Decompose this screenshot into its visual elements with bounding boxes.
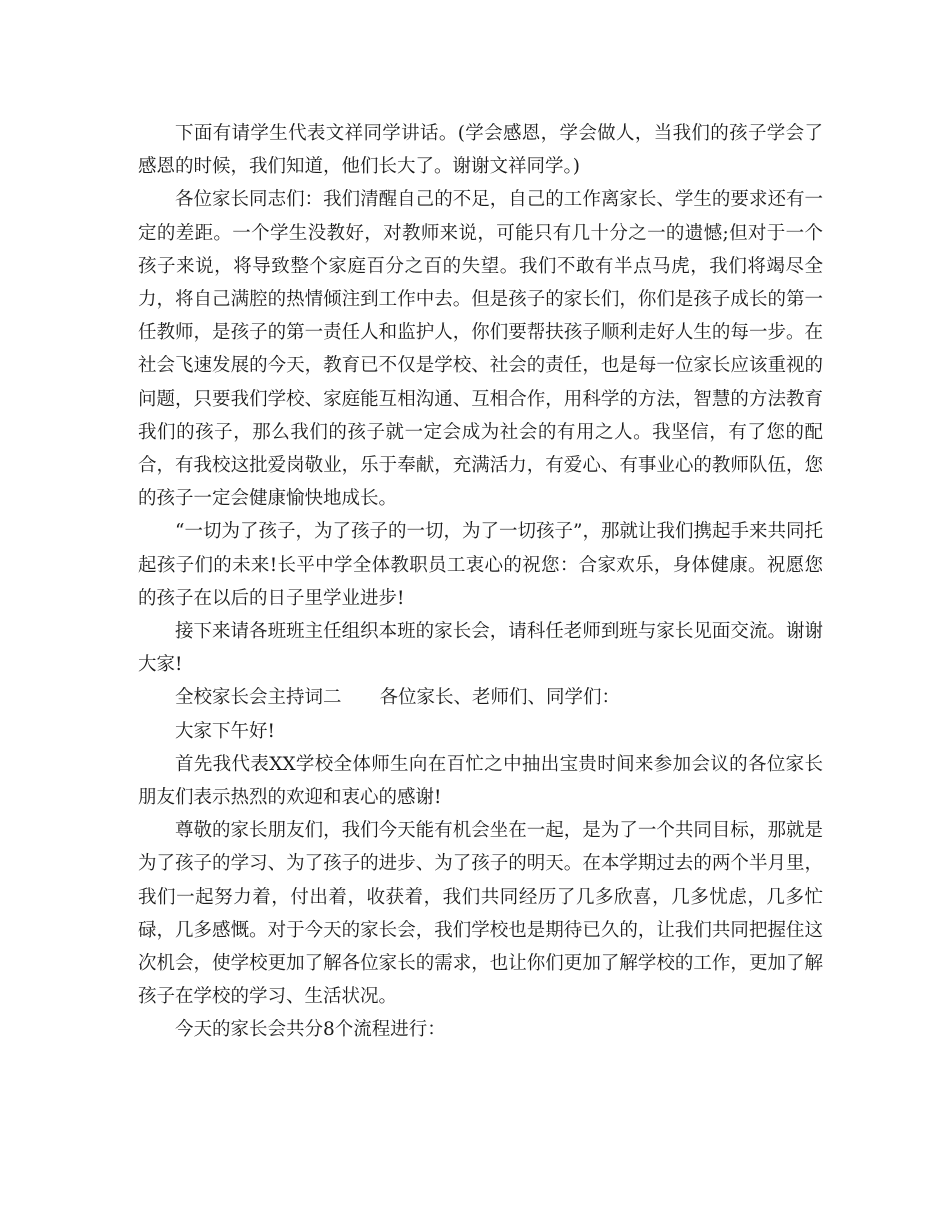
section-heading-line: [138, 681, 823, 714]
paragraph-agenda-intro: 今天的家长会共分8个流程进行：: [175, 1019, 446, 1041]
section-title: 全校家长会主持词二: [175, 687, 342, 709]
paragraph-welcome: 首先我代表XX学校全体师生向在百忙之中抽出宝贵时间来参加会议的各位家长朋友们表示热烈的欢迎和衷心的感谢!: [138, 753, 823, 809]
document-body: [138, 117, 823, 1047]
paragraph-closing-wishes: “一切为了孩子，为了孩子的一切，为了一切孩子”，那就让我们携起手来共同托起孩子们的未来!长平中学全体教职员工衷心的祝您：合家欢乐，身体健康。祝愿您的孩子在以后的日子里学业进步!: [138, 521, 823, 609]
paragraph-greeting: 大家下午好!: [175, 720, 275, 742]
paragraph-address-parents: 各位家长同志们：我们清醒自己的不足，自己的工作离家长、学生的要求还有一定的差距。一个学生没教好，对教师来说，可能只有几十分之一的遗憾;但对于一个孩子来说，将导致整个家庭百分之百的失望。我们不敢有半点马虎，我们将竭尽全力，将自己满腔的热情倾注到工作中去。但是孩子的家长们，你们是孩子成长的第一任教师，是孩子的第一责任人和监护人，你们要帮扶孩子顺利走好人生的每一步。在社会飞速发展的今天，教育已不仅是学校、社会的责任，也是每一位家长应该重视的问题，只要我们学校、家庭能互相沟通、互相合作，用科学的方法，智慧的方法教育我们的孩子，那么我们的孩子就一定会成为社会的有用之人。我坚信，有了您的配合，有我校这批爱岗敬业，乐于奉献，充满活力，有爱心、有事业心的教师队伍，您的孩子一定会健康愉快地成长。: [138, 189, 823, 510]
paragraph-common-goal: 尊敬的家长朋友们，我们今天能有机会坐在一起，是为了一个共同目标，那就是为了孩子的学习、为了孩子的进步、为了孩子的明天。在本学期过去的两个半月里，我们一起努力着，付出着，收获着，我们共同经历了几多欣喜，几多忧虑，几多忙碌，几多感慨。对于今天的家长会，我们学校也是期待已久的，让我们共同把握住这次机会，使学校更加了解各位家长的需求，也让你们更加了解学校的工作，更加了解孩子在学校的学习、生活状况。: [138, 820, 823, 1008]
salutation: 各位家长、老师们、同学们：: [379, 687, 621, 709]
paragraph-student-speech: 下面有请学生代表文祥同学讲话。(学会感恩，学会做人，当我们的孩子学会了感恩的时候，我们知道，他们长大了。谢谢文祥同学。): [138, 123, 823, 178]
paragraph-class-meeting: 接下来请各班班主任组织本班的家长会，请科任老师到班与家长见面交流。谢谢大家!: [138, 621, 823, 676]
